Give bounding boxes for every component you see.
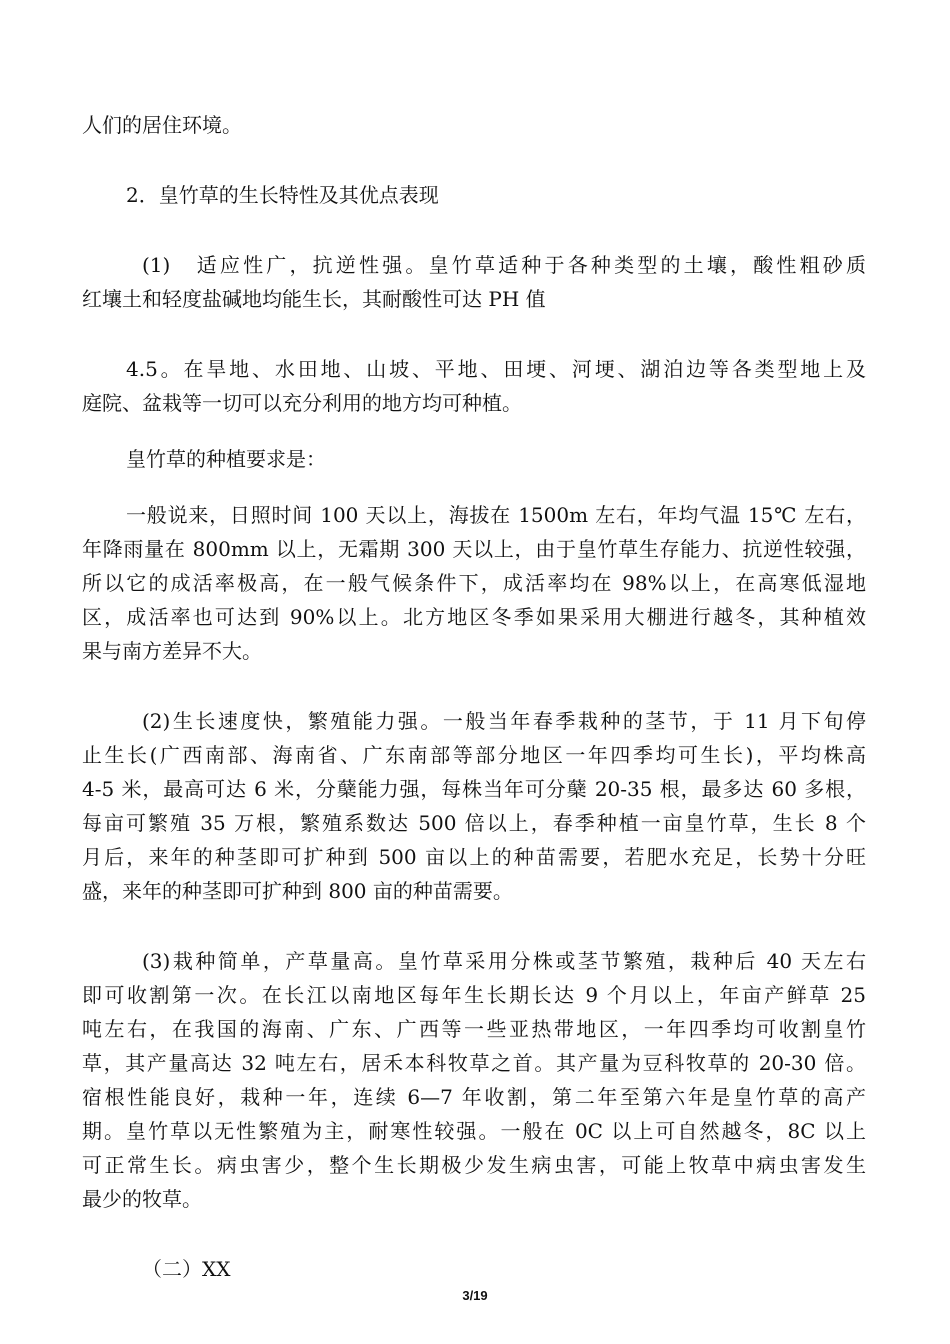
- paragraph-1: [82, 108, 866, 142]
- document-body: [82, 108, 866, 1286]
- text-line: 即可收割第一次。在长江以南地区每年生长期长达 9 个月以上，年亩产鲜草 25: [82, 983, 866, 1007]
- text-line: 所以它的成活率极高，在一般气候条件下，成活率均在 98%以上，在高寒低湿地: [82, 571, 866, 595]
- text-line: 草，其产量高达 32 吨左右，居禾本科牧草之首。其产量为豆科牧草的 20-30 倍。: [82, 1051, 866, 1075]
- section-heading: [82, 178, 866, 212]
- text-line: 月后，来年的种茎即可扩种到 500 亩以上的种苗需要，若肥水充足，长势十分旺: [82, 845, 866, 869]
- text-line: 人们的居住环境。: [82, 113, 242, 137]
- paragraph-planting-sites: [82, 352, 866, 420]
- text-line: 期。皇竹草以无性繁殖为主，耐寒性较强。一般在 0C 以上可自然越冬，8C 以上: [82, 1119, 866, 1143]
- text-line: 最少的牧草。: [82, 1187, 202, 1211]
- subsection-heading: [82, 1252, 866, 1286]
- text-line: (3)栽种简单，产草量高。皇竹草采用分株或茎节繁殖，栽种后 40 天左右: [142, 949, 866, 973]
- text-line: 一般说来，日照时间 100 天以上，海拔在 1500m 左右，年均气温 15℃ 左右，: [126, 503, 866, 527]
- text-line: 4.5。在旱地、水田地、山坡、平地、田埂、河埂、湖泊边等各类型地上及: [126, 357, 866, 381]
- text-line: 年降雨量在 800mm 以上，无霜期 300 天以上，由于皇竹草生存能力、抗逆性较强，: [82, 537, 866, 561]
- text-line: 红壤土和轻度盐碱地均能生长，其耐酸性可达 PH 值: [82, 287, 546, 311]
- text-line: 皇竹草的种植要求是：: [126, 447, 326, 471]
- text-line: 区，成活率也可达到 90%以上。北方地区冬季如果采用大棚进行越冬，其种植效: [82, 605, 866, 629]
- text-line: 4-5 米，最高可达 6 米，分蘖能力强，每株当年可分蘖 20-35 根，最多达 60 多根，: [82, 777, 866, 801]
- paragraph-yield: [82, 944, 866, 1216]
- text-line: 止生长(广西南部、海南省、广东南部等部分地区一年四季均可生长)，平均株高: [82, 743, 866, 767]
- text-line: (2)生长速度快，繁殖能力强。一般当年春季栽种的茎节，于 11 月下旬停: [142, 709, 866, 733]
- text-line: （二）XX: [142, 1257, 231, 1281]
- page-number: 3/19: [462, 1288, 488, 1303]
- text-line: 宿根性能良好，栽种一年，连续 6—7 年收割，第二年至第六年是皇竹草的高产: [82, 1085, 866, 1109]
- paragraph-adaptability: [82, 248, 866, 316]
- text-line: 果与南方差异不大。: [82, 639, 262, 663]
- paragraph-requirements-heading: [82, 442, 866, 476]
- paragraph-growth-speed: [82, 704, 866, 908]
- text-line: 盛，来年的种茎即可扩种到 800 亩的种苗需要。: [82, 879, 513, 903]
- paragraph-requirements: [82, 498, 866, 668]
- text-line: (1) 适应性广，抗逆性强。皇竹草适种于各种类型的土壤，酸性粗砂质: [142, 253, 866, 277]
- text-line: 可正常生长。病虫害少，整个生长期极少发生病虫害，可能上牧草中病虫害发生: [82, 1153, 866, 1177]
- text-line: 吨左右，在我国的海南、广东、广西等一些亚热带地区，一年四季均可收割皇竹: [82, 1017, 866, 1041]
- text-line: 2．皇竹草的生长特性及其优点表现: [126, 183, 439, 207]
- text-line: 庭院、盆栽等一切可以充分利用的地方均可种植。: [82, 391, 522, 415]
- text-line: 每亩可繁殖 35 万根，繁殖系数达 500 倍以上，春季种植一亩皇竹草，生长 8 个: [82, 811, 866, 835]
